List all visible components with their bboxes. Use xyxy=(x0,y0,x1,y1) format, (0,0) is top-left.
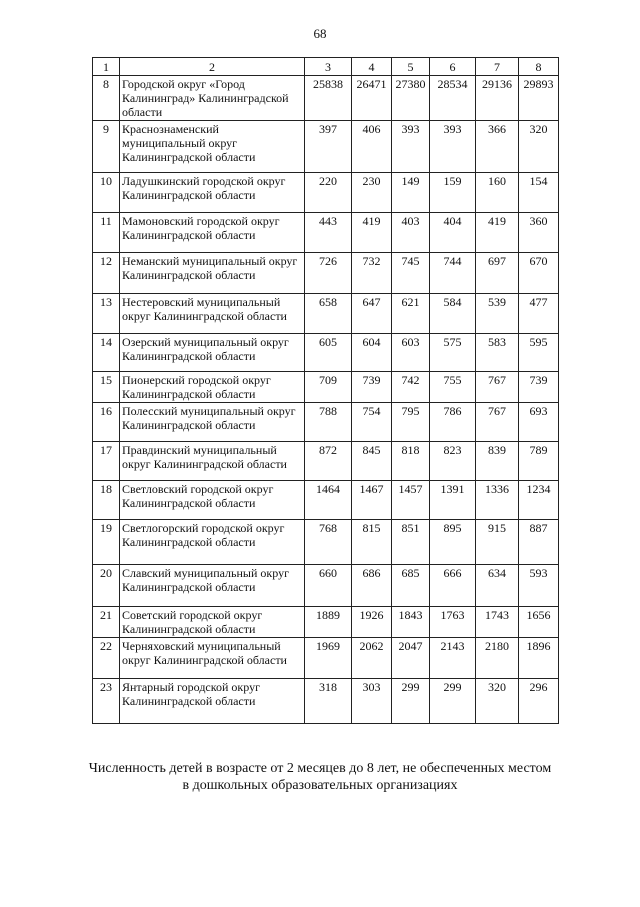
header-cell: 6 xyxy=(430,58,476,76)
table-row xyxy=(93,442,559,481)
value-cell: 584 xyxy=(430,294,476,334)
value-cell: 303 xyxy=(352,679,392,724)
table-body xyxy=(93,58,559,724)
value-cell: 360 xyxy=(519,213,559,253)
value-cell: 660 xyxy=(305,565,352,607)
value-cell: 159 xyxy=(430,173,476,213)
table-row xyxy=(93,638,559,679)
value-cell: 685 xyxy=(392,565,430,607)
municipality-name-cell: Черняховский муниципальный округ Калининградской области xyxy=(120,638,305,679)
row-number-cell: 8 xyxy=(93,76,120,121)
municipality-name-cell: Озерский муниципальный округ Калининградской области xyxy=(120,334,305,372)
data-table xyxy=(92,57,559,724)
value-cell: 28534 xyxy=(430,76,476,121)
value-cell: 1843 xyxy=(392,607,430,638)
value-cell: 149 xyxy=(392,173,430,213)
value-cell: 299 xyxy=(392,679,430,724)
header-cell: 7 xyxy=(476,58,519,76)
value-cell: 621 xyxy=(392,294,430,334)
value-cell: 845 xyxy=(352,442,392,481)
value-cell: 406 xyxy=(352,121,392,173)
value-cell: 29136 xyxy=(476,76,519,121)
value-cell: 744 xyxy=(430,253,476,294)
value-cell: 709 xyxy=(305,372,352,403)
header-cell: 2 xyxy=(120,58,305,76)
value-cell: 818 xyxy=(392,442,430,481)
municipality-name-cell: Краснознаменский муниципальный округ Калининградской области xyxy=(120,121,305,173)
table-row xyxy=(93,481,559,520)
value-cell: 726 xyxy=(305,253,352,294)
value-cell: 1969 xyxy=(305,638,352,679)
municipality-name-cell: Светлогорский городской округ Калининградской области xyxy=(120,520,305,565)
value-cell: 320 xyxy=(519,121,559,173)
value-cell: 2143 xyxy=(430,638,476,679)
row-number-cell: 15 xyxy=(93,372,120,403)
value-cell: 154 xyxy=(519,173,559,213)
value-cell: 1336 xyxy=(476,481,519,520)
value-cell: 220 xyxy=(305,173,352,213)
municipality-name-cell: Нестеровский муниципальный округ Калининградской области xyxy=(120,294,305,334)
table-row xyxy=(93,372,559,403)
table-row xyxy=(93,213,559,253)
value-cell: 1234 xyxy=(519,481,559,520)
value-cell: 593 xyxy=(519,565,559,607)
value-cell: 296 xyxy=(519,679,559,724)
value-cell: 768 xyxy=(305,520,352,565)
value-cell: 605 xyxy=(305,334,352,372)
value-cell: 745 xyxy=(392,253,430,294)
value-cell: 603 xyxy=(392,334,430,372)
table-row xyxy=(93,334,559,372)
value-cell: 1464 xyxy=(305,481,352,520)
page-number: 68 xyxy=(313,26,327,41)
value-cell: 915 xyxy=(476,520,519,565)
row-number-cell: 18 xyxy=(93,481,120,520)
municipality-name-cell: Советский городской округ Калининградской области xyxy=(120,607,305,638)
value-cell: 443 xyxy=(305,213,352,253)
value-cell: 887 xyxy=(519,520,559,565)
table-row xyxy=(93,121,559,173)
value-cell: 1391 xyxy=(430,481,476,520)
table-row xyxy=(93,294,559,334)
municipality-name-cell: Правдинский муниципальный округ Калининградской области xyxy=(120,442,305,481)
value-cell: 786 xyxy=(430,403,476,442)
value-cell: 767 xyxy=(476,403,519,442)
municipality-name-cell: Пионерский городской округ Калининградской области xyxy=(120,372,305,403)
value-cell: 25838 xyxy=(305,76,352,121)
value-cell: 658 xyxy=(305,294,352,334)
row-number-cell: 14 xyxy=(93,334,120,372)
row-number-cell: 9 xyxy=(93,121,120,173)
value-cell: 583 xyxy=(476,334,519,372)
value-cell: 1926 xyxy=(352,607,392,638)
value-cell: 1889 xyxy=(305,607,352,638)
value-cell: 739 xyxy=(352,372,392,403)
value-cell: 26471 xyxy=(352,76,392,121)
value-cell: 795 xyxy=(392,403,430,442)
municipality-name-cell: Городской округ «Город Калининград» Калининградской области xyxy=(120,76,305,121)
row-number-cell: 20 xyxy=(93,565,120,607)
value-cell: 754 xyxy=(352,403,392,442)
value-cell: 1743 xyxy=(476,607,519,638)
row-number-cell: 22 xyxy=(93,638,120,679)
value-cell: 666 xyxy=(430,565,476,607)
row-number-cell: 12 xyxy=(93,253,120,294)
row-number-cell: 10 xyxy=(93,173,120,213)
value-cell: 1457 xyxy=(392,481,430,520)
value-cell: 29893 xyxy=(519,76,559,121)
municipality-name-cell: Янтарный городской округ Калининградской области xyxy=(120,679,305,724)
value-cell: 895 xyxy=(430,520,476,565)
row-number-cell: 17 xyxy=(93,442,120,481)
value-cell: 789 xyxy=(519,442,559,481)
row-number-cell: 11 xyxy=(93,213,120,253)
value-cell: 477 xyxy=(519,294,559,334)
municipality-name-cell: Светловский городской округ Калининградской области xyxy=(120,481,305,520)
value-cell: 160 xyxy=(476,173,519,213)
row-number-cell: 16 xyxy=(93,403,120,442)
value-cell: 732 xyxy=(352,253,392,294)
table-row xyxy=(93,403,559,442)
value-cell: 839 xyxy=(476,442,519,481)
value-cell: 851 xyxy=(392,520,430,565)
header-cell: 5 xyxy=(392,58,430,76)
value-cell: 1763 xyxy=(430,607,476,638)
table-row xyxy=(93,607,559,638)
table-header-row xyxy=(93,58,559,76)
value-cell: 823 xyxy=(430,442,476,481)
value-cell: 647 xyxy=(352,294,392,334)
value-cell: 634 xyxy=(476,565,519,607)
value-cell: 670 xyxy=(519,253,559,294)
row-number-cell: 21 xyxy=(93,607,120,638)
caption-line: Численность детей в возрасте от 2 месяцев до 8 лет, не обеспеченных местом xyxy=(88,761,552,776)
row-number-cell: 19 xyxy=(93,520,120,565)
header-cell: 3 xyxy=(305,58,352,76)
table-row xyxy=(93,679,559,724)
row-number-cell: 23 xyxy=(93,679,120,724)
value-cell: 755 xyxy=(430,372,476,403)
value-cell: 299 xyxy=(430,679,476,724)
value-cell: 815 xyxy=(352,520,392,565)
value-cell: 1896 xyxy=(519,638,559,679)
municipality-name-cell: Мамоновский городской округ Калининградской области xyxy=(120,213,305,253)
value-cell: 419 xyxy=(352,213,392,253)
table-row xyxy=(93,76,559,121)
value-cell: 393 xyxy=(392,121,430,173)
table-row xyxy=(93,520,559,565)
municipality-name-cell: Полесский муниципальный округ Калининградской области xyxy=(120,403,305,442)
value-cell: 539 xyxy=(476,294,519,334)
value-cell: 320 xyxy=(476,679,519,724)
value-cell: 404 xyxy=(430,213,476,253)
municipality-name-cell: Ладушкинский городской округ Калининградской области xyxy=(120,173,305,213)
value-cell: 419 xyxy=(476,213,519,253)
value-cell: 2047 xyxy=(392,638,430,679)
value-cell: 366 xyxy=(476,121,519,173)
value-cell: 872 xyxy=(305,442,352,481)
value-cell: 230 xyxy=(352,173,392,213)
value-cell: 686 xyxy=(352,565,392,607)
caption-line: в дошкольных образовательных организациях xyxy=(182,778,458,793)
value-cell: 393 xyxy=(430,121,476,173)
section-caption xyxy=(0,760,640,794)
value-cell: 742 xyxy=(392,372,430,403)
value-cell: 403 xyxy=(392,213,430,253)
table-row xyxy=(93,253,559,294)
municipality-name-cell: Славский муниципальный округ Калининградской области xyxy=(120,565,305,607)
value-cell: 788 xyxy=(305,403,352,442)
value-cell: 595 xyxy=(519,334,559,372)
value-cell: 1467 xyxy=(352,481,392,520)
value-cell: 2180 xyxy=(476,638,519,679)
value-cell: 767 xyxy=(476,372,519,403)
municipality-name-cell: Неманский муниципальный округ Калининградской области xyxy=(120,253,305,294)
header-cell: 8 xyxy=(519,58,559,76)
value-cell: 27380 xyxy=(392,76,430,121)
value-cell: 739 xyxy=(519,372,559,403)
header-cell: 1 xyxy=(93,58,120,76)
table-row xyxy=(93,565,559,607)
value-cell: 697 xyxy=(476,253,519,294)
row-number-cell: 13 xyxy=(93,294,120,334)
value-cell: 693 xyxy=(519,403,559,442)
header-cell: 4 xyxy=(352,58,392,76)
value-cell: 397 xyxy=(305,121,352,173)
value-cell: 604 xyxy=(352,334,392,372)
value-cell: 575 xyxy=(430,334,476,372)
table-row xyxy=(93,173,559,213)
value-cell: 318 xyxy=(305,679,352,724)
value-cell: 1656 xyxy=(519,607,559,638)
value-cell: 2062 xyxy=(352,638,392,679)
